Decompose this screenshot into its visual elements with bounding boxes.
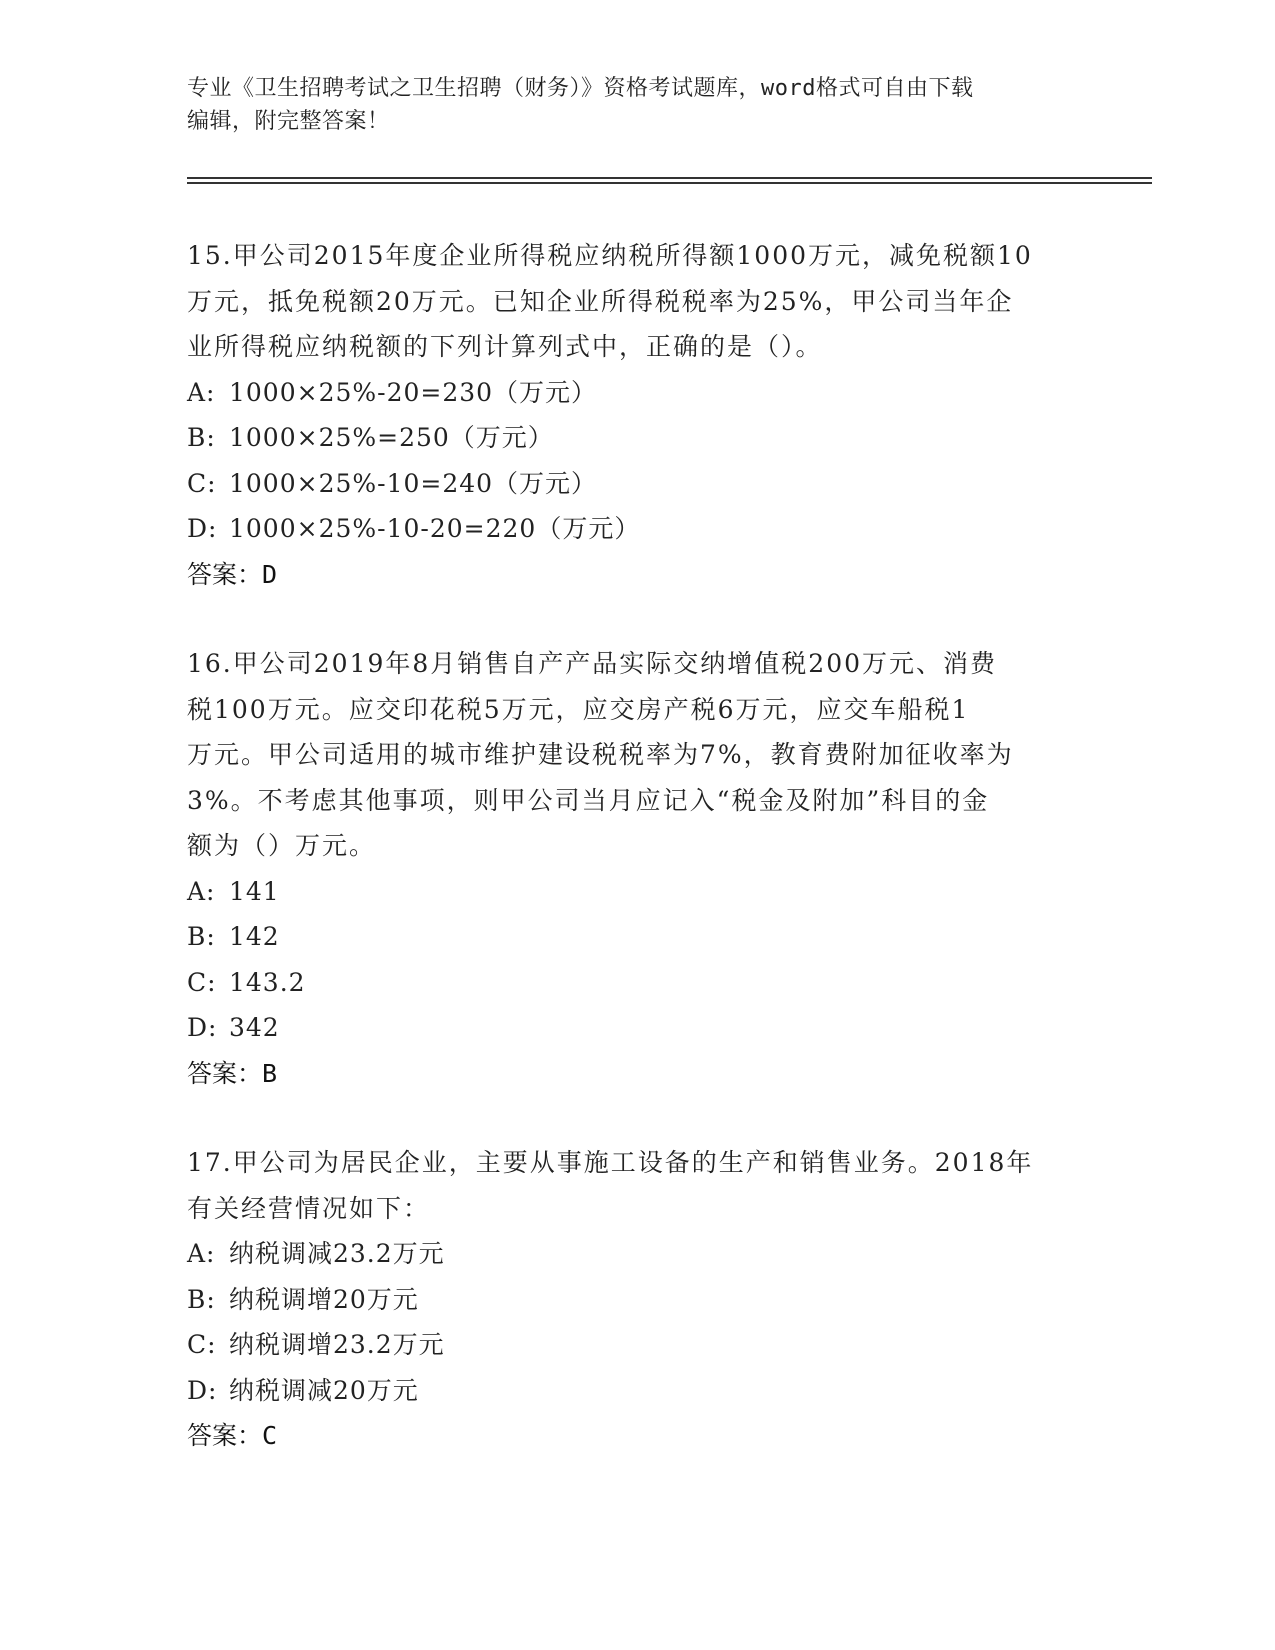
header-divider-top [187,177,1152,179]
question-stem-line: 万元，抵免税额20万元。已知企业所得税税率为25%，甲公司当年企 [187,286,1014,316]
option-b [187,415,1087,461]
question-stem-line: 16.甲公司2019年8月销售自产产品实际交纳增值税200万元、消费 [187,649,998,678]
question-stem-line: 3%。不考虑其他事项，则甲公司当月应记入“税金及附加”科目的金 [187,785,990,815]
option-d [187,1368,1087,1414]
option-text: 纳税调增23.2万元 [229,1330,445,1359]
option-text: 1000×25%-20=230（万元） [229,377,598,407]
answer-line: 答案：D [187,559,278,589]
question-stem-line: 15.甲公司2015年度企业所得税应纳税所得额1000万元，减免税额10 [187,241,1033,270]
option-key: C: [187,1330,217,1359]
option-key: D: [187,514,218,543]
answer-line: 答案：C [187,1421,278,1450]
option-c [187,461,1087,507]
option-key: B: [187,1284,216,1314]
option-text: 142 [229,922,280,951]
answer-line: 答案：B [187,1058,278,1088]
option-d [187,1005,1087,1051]
option-text: 纳税调减23.2万元 [229,1239,445,1268]
option-c [187,960,1087,1006]
question-16 [187,641,1087,1096]
option-key: C: [187,468,217,498]
header-line-1: 专业《卫生招聘考试之卫生招聘（财务）》资格考试题库，word格式可自由下载 [187,76,974,101]
header-divider-bottom [187,182,1152,184]
document-header [187,72,1087,138]
question-stem-line: 业所得税应纳税额的下列计算列式中，正确的是（）。 [187,332,823,361]
option-text: 141 [229,876,280,906]
question-15 [187,233,1087,597]
option-b [187,1277,1087,1323]
question-stem-line: 有关经营情况如下： [187,1193,431,1223]
option-key: D: [187,1013,218,1042]
question-stem-line: 17.甲公司为居民企业，主要从事施工设备的生产和销售业务。2018年 [187,1148,1034,1177]
option-a [187,869,1087,915]
question-stem-line: 税100万元。应交印花税5万元，应交房产税6万元，应交车船税1 [187,694,970,724]
option-key: A: [187,876,216,906]
question-17 [187,1140,1087,1458]
option-c [187,1322,1087,1368]
option-a [187,1231,1087,1277]
question-stem-line: 额为（）万元。 [187,831,377,860]
option-text: 1000×25%-10=240（万元） [229,468,598,498]
option-key: B: [187,423,216,452]
header-line-2: 编辑，附完整答案！ [187,109,390,134]
option-text: 纳税调减20万元 [229,1375,419,1405]
option-key: A: [187,377,216,407]
option-d [187,506,1087,552]
option-key: A: [187,1239,216,1268]
option-text: 纳税调增20万元 [229,1284,419,1314]
option-b [187,914,1087,960]
question-stem-line: 万元。甲公司适用的城市维护建设税税率为7%，教育费附加征收率为 [187,740,1014,769]
option-text: 143.2 [229,967,306,997]
option-text: 1000×25%-10-20=220（万元） [229,514,641,543]
option-text: 342 [229,1013,280,1042]
option-key: C: [187,967,217,997]
option-text: 1000×25%=250（万元） [229,423,554,452]
option-key: B: [187,922,216,951]
option-key: D: [187,1375,218,1405]
option-a [187,370,1087,416]
